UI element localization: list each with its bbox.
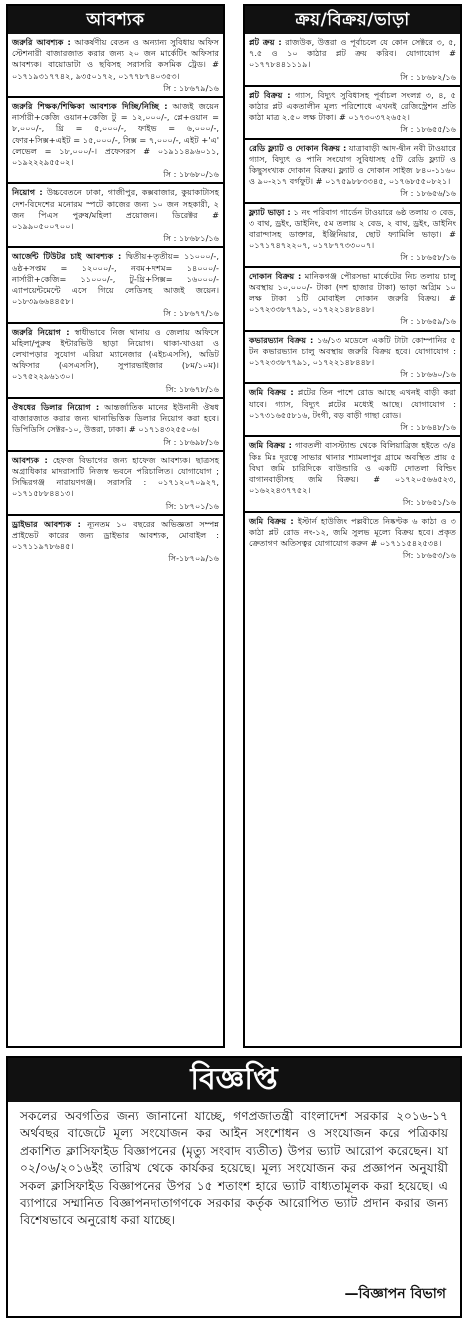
classified-ad [245, 513, 460, 564]
ad-code: সি: ১৮৬৫৩/১৬ [402, 550, 456, 561]
ad-heading: প্লট বিক্রয় : [249, 89, 291, 100]
classified-ad [245, 384, 460, 437]
ad-heading: জরুরি শিক্ষক/শিক্ষিকা আবশ্যক দিচ্ছি/নিচ্ছি : [12, 101, 168, 112]
ad-body: আকর্ষণীয় বেতন ও অন্যান্য সুবিধায় অফিস স্টেশনারী বাজারজাত করার জন্য ২০ জন মার্কেটিং অফিসার আবশ্যক। বায়োডাটা ও ছবিসহ সরাসরি কসমিক ট্রেড। # ০১৭১৯৩১৭৭৪২, ৯৩৫০১৭২, ০১৭৭৮৭৪০৩৫৩। [12, 37, 220, 81]
classified-ad [245, 204, 460, 268]
ad-code: সি-১৮৭০৯/১৬ [168, 553, 219, 564]
classified-ad [8, 452, 223, 516]
ad-body: আন্তর্জাতিক মানের ইউনানী ঔষধ বাজারজাত করার জন্য থানাভিত্তিক ডিলার নিয়োগ করা হবে। ডিপিডিসি সেক্টর-১০, উত্তরা, ঢাকা। # ০১৭১৪৩২৫৫০৬। [12, 401, 220, 435]
ad-body: গাবতলী বাসস্ট্যান্ড থেকে বিলিয়াব্রিজ হইতে ৩/৪ কিঃ মিঃ দূরত্বে সাভার থানার শ্যামলাপুর গ্রামে অবস্থিত প্রায় ৫ বিঘা জমি চারিদিকে বাউন্ডারি ও একটি দোতলা বিল্ডিং বাগানবাড়ীসহ জমি বিক্রয়। # ০১৭২০৫৬৬৫২৩, ০১৬২২৪৩৭৭৫২। [249, 440, 456, 496]
ad-heading: প্লট ক্রয় : [249, 37, 282, 47]
ad-heading: ড্রাইভার আবশ্যক : [12, 518, 81, 529]
classified-ad [8, 248, 223, 323]
column-header: ক্রয়/বিক্রয়/ভাড়া [245, 6, 460, 34]
classified-ad [8, 98, 223, 184]
ad-code: সি: ১৮৬৫১/১৬ [402, 497, 456, 508]
ad-code: সি: ১৮৭০১/১৬ [165, 500, 219, 511]
classified-ad [245, 268, 460, 332]
ad-list [8, 34, 223, 567]
ad-heading: জরুরি নিয়োগ : [12, 326, 70, 337]
ad-code: সি : ১৮৬৫৯/১৬ [400, 316, 456, 327]
ad-heading: আবশ্যক : [12, 454, 48, 465]
ad-heading: জরুরি আবশ্যক : [12, 37, 71, 47]
ad-list [245, 34, 460, 563]
ad-code: সি : ১৮৬৯৮/১৬ [163, 436, 219, 447]
notice-box [6, 1056, 462, 1318]
ad-body: ১ নং পরিবাগ গার্ডেন টাওয়ারে ৬ষ্ঠ তলায় ৩ বেড, ৩ বাথ, ড্রইং, ডাইনিং, ৫ম তলায় ২ বেড, ২ বাথ, ড্রইং, ডাইনিং বারান্দাসহ ডাক্তার, ইঞ্জিনিয়ার, ছোট ফ্যামিলি ভাড়া। # ০১৭১৭৪৭২২০৭, ০১৭৮৭৭৩৩০০৭। [249, 206, 456, 251]
notice-title: বিজ্ঞপ্তি [190, 1062, 278, 1097]
classified-ad [8, 34, 223, 98]
classified-ad [245, 140, 460, 204]
ad-body: প্লটের তিন পাশে রোড আছে এখনই বাড়ী করা যাবে। গ্যাস, বিদ্যুৎ প্লটের মধ্যেই আছে। যোগাযোগ : ০১৭৩১৬৫৫৮১৬, টংগী, বড় বাড়ী গাছা রোড। [249, 387, 456, 420]
ad-code: সি : ১৮৬৫৮/১৬ [400, 252, 456, 263]
ad-code: সি : ১৮৬৮০/১৬ [163, 169, 219, 180]
ad-heading: নিয়োগ : [12, 187, 43, 198]
ad-heading: ফ্ল্যাট ভাড়া : [249, 206, 291, 217]
column-header: আবশ্যক [8, 6, 223, 34]
ad-body: গ্যাস, বিদ্যুৎ সুবিধাসহ পূর্বাচল সংলগ্ন ৩, ৪, ৫ কাঠার প্লট একতালীন মূল্য পরিশোধে এখনই রেজিস্ট্রেশন প্রতি কাঠা মাত্র ২.৫০ লক্ষ টাকা। # ০১৭৩০৩৭২৬৫২। [249, 89, 456, 123]
ad-code: সি : ১৮৬৫৫/১৬ [400, 124, 456, 135]
ad-code: সি : ১৮৬৮২/১৬ [400, 71, 456, 82]
ad-code: সি : ১৮৬৭৭/১৬ [163, 308, 219, 319]
ad-code: সি : ১৮৬৫৬/১৬ [400, 188, 456, 199]
notice-body: সকলের অবগতির জন্য জানানো যাচ্ছে, গণপ্রজাতন্ত্রী বাংলাদেশ সরকার ২০১৬-১৭ অর্থবছর বাজেটে মূল্য সংযোজন কর আইন সংশোধন ও সংযোজন করে পত্রিকায় প্রকাশিত ক্লাসিফাইড বিজ্ঞাপনের (মৃত্যু সংবাদ ব্যতীত) উপর ভ্যাট আরোপ করেছেন। যা ০২/০৬/২০১৬ইং তারিখ থেকে কার্যকর হয়েছে। মূল্য সংযোজন কর প্রজ্ঞাপন অনুযায়ী সকল ক্লাসিফাইড বিজ্ঞাপনের উপর ১৫ শতাংশ হারে ভ্যাট বাধ্যতামূলক করা হয়েছে। এ ব্যাপারে সম্মানিত বিজ্ঞাপনদাতাগণকে সরকার কর্তৃক আরোপিত ভ্যাট প্রদান করার জন্য বিশেষভাবে অনুরোধ করা যাচ্ছে। [20, 1109, 448, 1228]
ad-heading: কভারভ্যান বিক্রয় : [249, 334, 314, 345]
ad-body: ১৬/১৩ মডেলে একটি টাটা কোম্পানির ৫ টন কভারভ্যান চালু অবস্থায় জরুরি বিক্রয় হবে। যোগাযোগ : ০১৭২৩৩৮৭৭৯১, ০১৭২২১৪৮৪৪৮। [249, 334, 456, 368]
ad-body: স্বাধীভাবে নিজ থানায় ও জেলায় অফিসে মহিলা/পুরুষ ইন্টারভিউ ছাড়া নিয়োগ। থাকা-খাওয়া ও লেখাপড়ার সুযোগ এরিয়া ম্যানেজার (এইচএসসি), অডিট অফিসার (এসএসসি), সুপারভাইজার (৮ম/১০ম)। ০১৭৫২২৯৬১৩০। [12, 326, 220, 382]
ad-heading: জমি বিক্রয় : [249, 440, 292, 451]
notice-title-bar [8, 1058, 460, 1102]
classified-ad [8, 399, 223, 452]
ad-code: সি : ১৮৬৭৯/১৬ [163, 82, 219, 93]
ad-heading: জমি বিক্রয় : [249, 515, 294, 526]
classified-ad [8, 324, 223, 399]
ad-body: ইস্টার্ন হাউজিং পল্লবীতে নিষ্কণ্টক ৬ কাঠা ও ৩ কাঠা প্লট রোড নং-১২, জমি সুলভ মূল্যে বিক্রয় হবে। প্রকৃত ক্রেতাগণ অতিসত্বর যোগাযোগ করুন # ০১৭১১৫৪২৫৩৪। [249, 515, 456, 548]
classified-ad [8, 516, 223, 567]
ad-heading: রেডি ফ্ল্যাট ও দোকান বিক্রয় : [249, 142, 347, 153]
ad-body: যাত্রাবাড়ী আদ-দ্বীন নবী টাওয়ারে গ্যাস, বিদ্যুৎ ও পানি সংযোগ সুবিধাসহ ৫টি রেডি ফ্ল্যাট ও কিছুসংখ্যক দোকান বিক্রয়। ফ্ল্যাট ও দোকান সাইজ ৮৪০-১১৬০ ও ৯০-২১৭ বর্গফুট। # ০১৭৫৯৮৮৩৩৪৫, ০১৭৬৮৫৫০৮২১। [249, 142, 456, 187]
classified-ad [245, 332, 460, 385]
ad-code: সি: ১৮৬৭৮/১৬ [165, 383, 219, 394]
ad-code: সি : ১৮৬৬০/১৬ [400, 369, 456, 380]
ad-body: রাজউক, উত্তরা ও পূর্বাচলে যে কোন সেক্টরে ৩, ৫, ৭.৫ ও ১০ কাঠার প্লট ক্রয় করিব। যোগাযোগ # ০১৭৭৮৪৪১১১৯। [249, 37, 456, 70]
ad-code: সি : ১৮৬৪৮/১৬ [400, 422, 456, 433]
ad-code: সি : ১৮৬৮১/১৬ [163, 233, 219, 244]
ad-body: হেফজ বিভাগের জন্য হাফেজ আবশ্যক। ছাত্রসহ অগ্রাধিকার মাদরাসাটি নিজস্ব ভবনে পরিচালিত। যোগাযোগ ; সিদ্ধিরগঞ্জ নারায়ণগঞ্জ। সরাসরি : ০১৭১২০৭০৯২৭, ০১৭১৫৮৮৪৪১৩। [12, 454, 219, 499]
right-column [243, 4, 462, 1048]
classified-ad [8, 184, 223, 248]
classified-ad [245, 87, 460, 140]
ad-body: মানিকগঞ্জ পৌরসভা মার্কেটের নিচ তলায় চালু অবস্থায় ১০,০০০/- টাকা (দশ হাজার টাকা) ভাড়া অগ্রিম ১০ লক্ষ টাকা ১টি মোবাইল দোকান জরুরি বিক্রয়। # ০১৭২৩৩৮৭৭৯১, ০১৭২২১৪৮৪৪৮। [249, 270, 456, 315]
ad-body: দ্বিতীয়+তৃতীয়= ১১০০০/-, ৬ষ্ঠ+সপ্তম = ১২০০০/-, নবম+দশম= ১৪০০০/- নার্সারী+কেজি= ১১০০০/-, টু-থ্রি+সিক্স= ১৬০০০/- এ্যাপয়েন্টমেন্টে এসে গিয়ে লেডিসহ আজই জয়েন। ০১৮৩৯৬৬৪৪৫৮। [12, 251, 219, 307]
ad-heading: আর্জেন্ট টিউটর চাই আবশ্যক : [12, 251, 122, 262]
notice-signature: —বিজ্ঞাপন বিভাগ [344, 1286, 446, 1302]
ad-body: উচ্চবেতনে ঢাকা, গাজীপুর, কক্সবাজার, কুয়াকাটাসহ দেশ-বিদেশের মনোরম স্পটে কাজের জন্য ১০ জন সহকারী, ২ জন পিএস পুরুষ/মহিলা প্রয়োজন। ডিরেক্টর # ০১৯৯০৫০০৭০০। [12, 187, 219, 232]
ad-heading: জমি বিক্রয় : [249, 387, 294, 398]
ad-heading: দোকান বিক্রয় : [249, 270, 302, 281]
classified-ad [245, 34, 460, 87]
left-column [6, 4, 225, 1048]
ad-body: আজই জয়েন নার্সারী+কেজি ওয়ান+কেজি টু = ১২,০০০/-, প্লে+ওয়ান = ৮,০০০/-, থ্রি = ৫,০০০/-, ফাইভ = ৬,০০০/-, ফোর+সিক্স+এইট = ১৫,০০০/-, সিক্স = ৭,০০০/-, এইট +'এ' লেভেল = ১৮,০০০/-। প্রফেসরস # ০১৯১১৪৯৬০১১, ০১৯২২২৯৫৫০২। [12, 101, 219, 168]
classified-ad [245, 437, 460, 512]
ad-body: ন্যূনতম ১০ বছরের অভিজ্ঞতা সম্পন্ন প্রাইভেট কারের জন্য ড্রাইভার আবশ্যক, মোবাইল : ০১৭১১৯৭৮৬৪৫। [12, 518, 219, 552]
ad-heading: ঔষধের ডিলার নিয়োগ : [12, 401, 100, 412]
